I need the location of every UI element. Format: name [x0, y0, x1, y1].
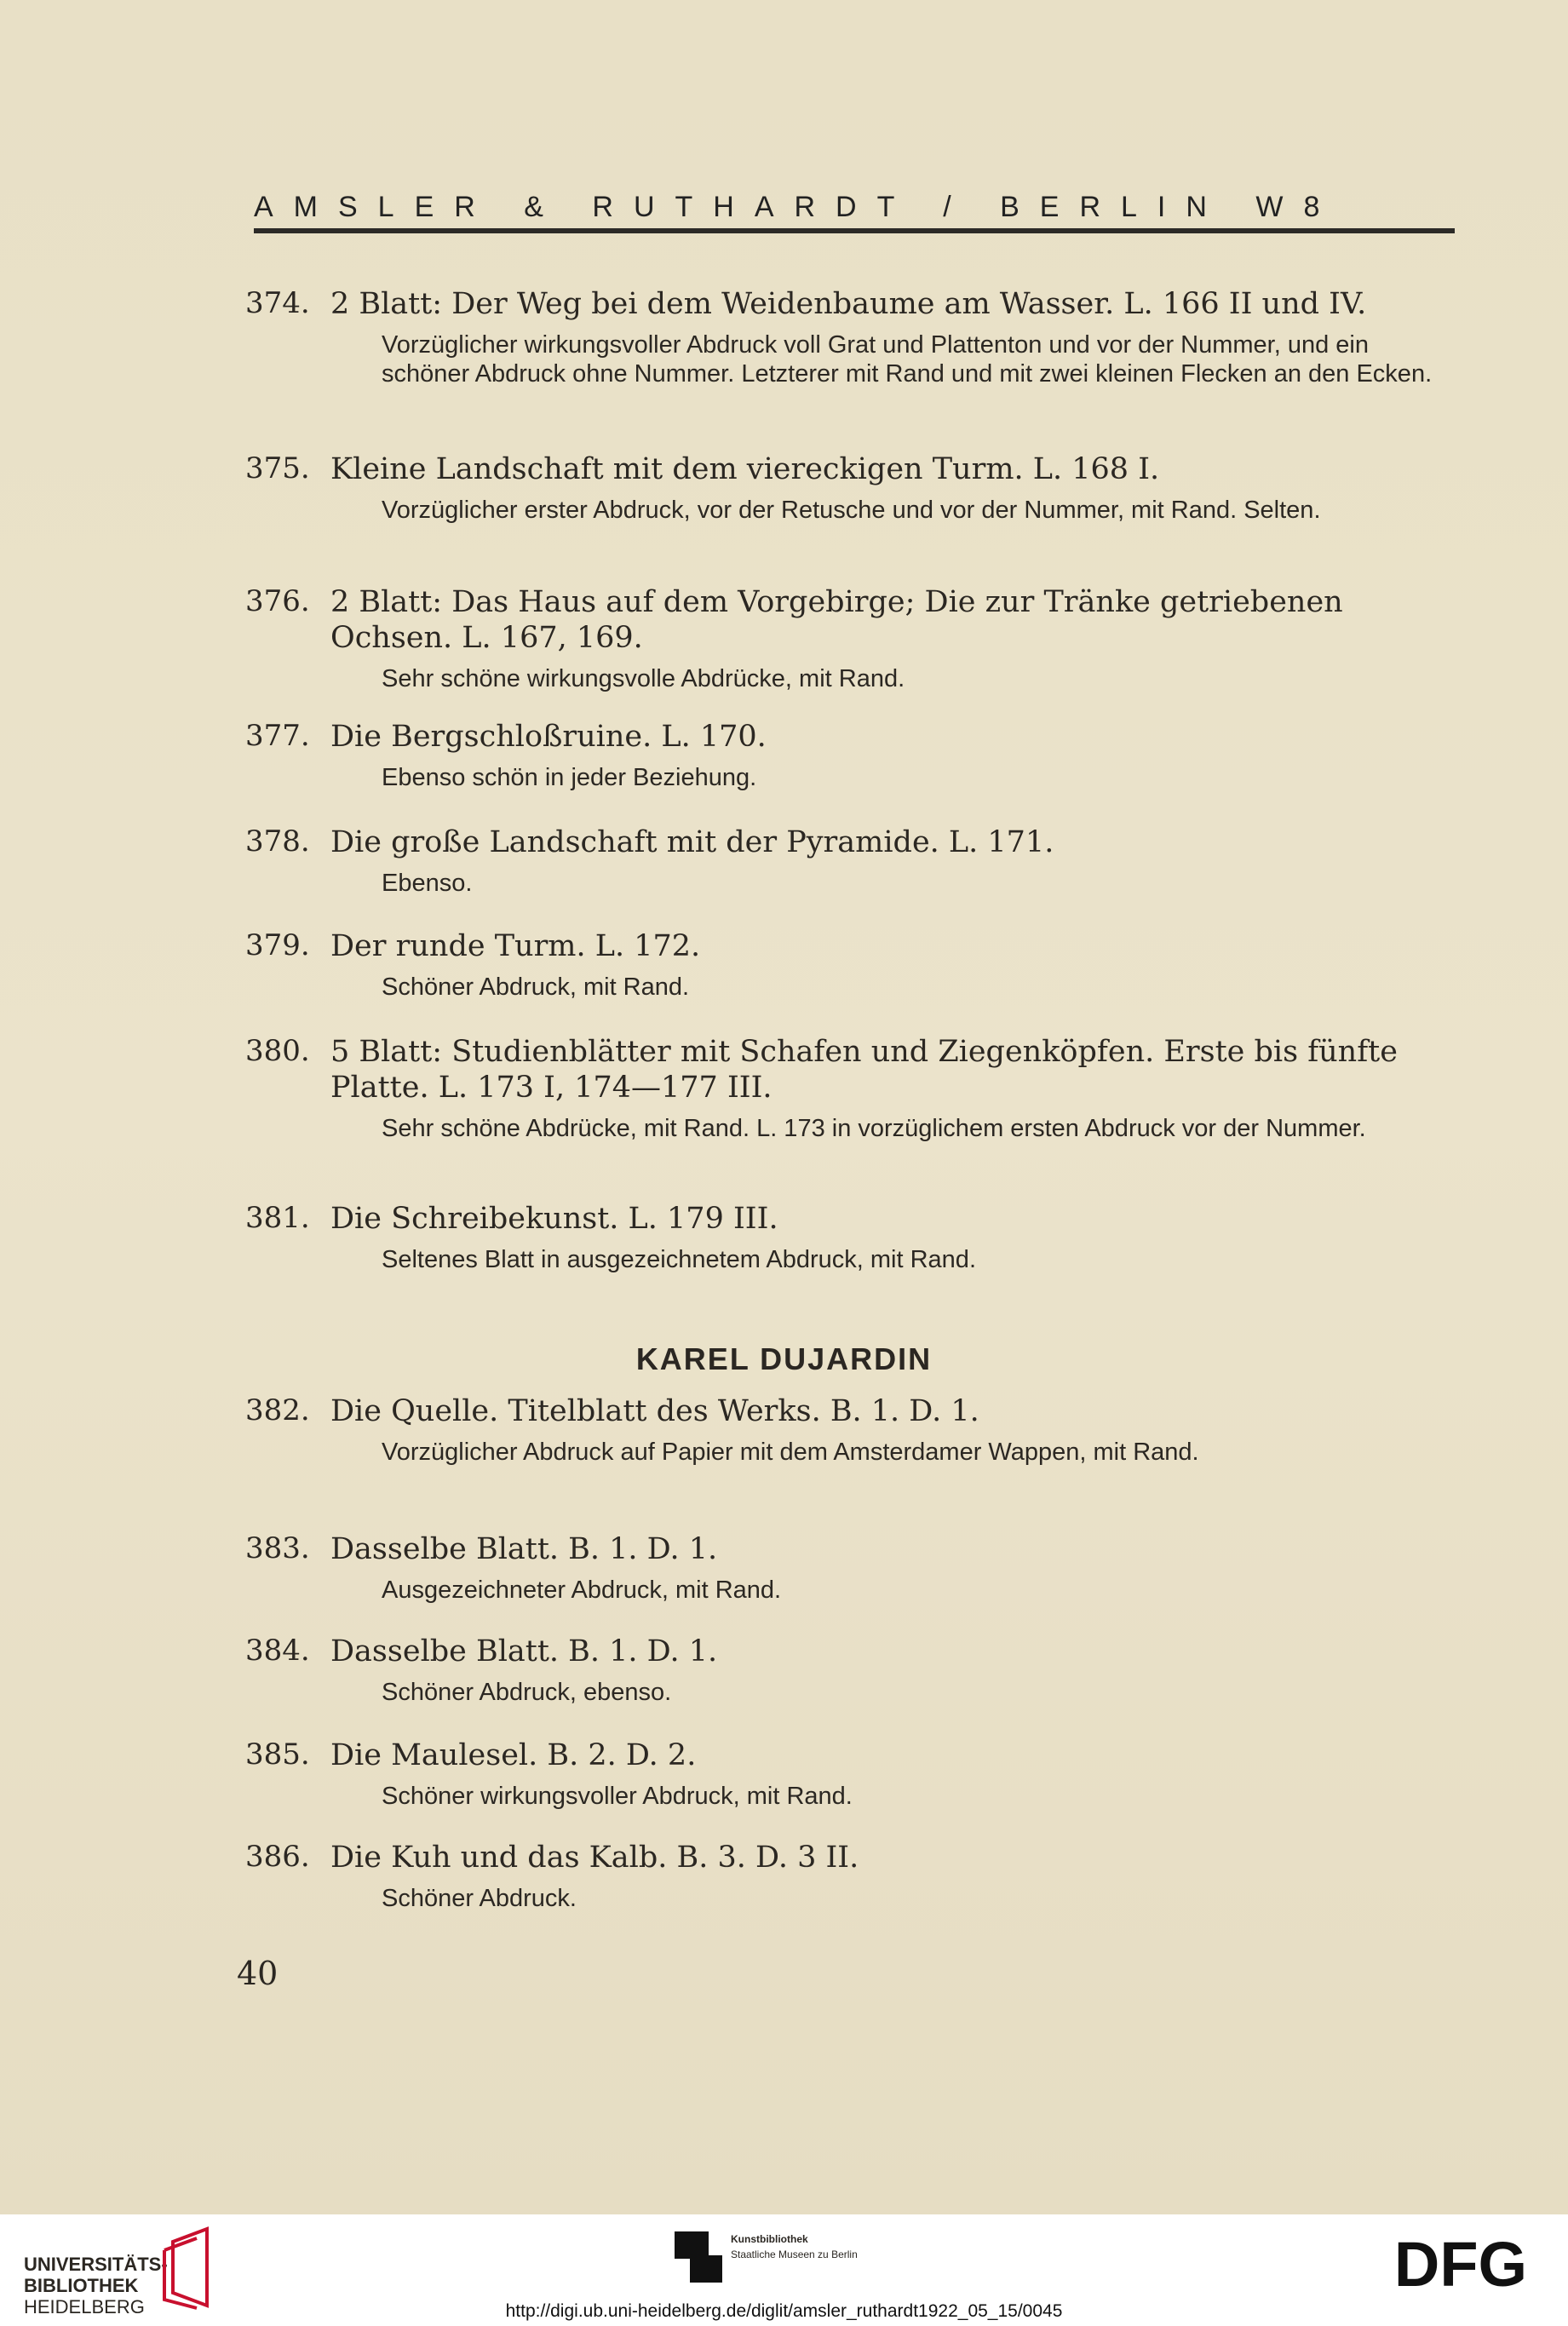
ub-line1: UNIVERSITÄTS-	[24, 2254, 168, 2275]
kb-line1: Kunstbibliothek	[731, 2233, 808, 2245]
entry-title: Dasselbe Blatt. B. 1. D. 1.	[330, 1532, 718, 1566]
entry-number: 383.	[245, 1531, 310, 1565]
entry-number: 381.	[245, 1201, 310, 1235]
entry-description: Sehr schöne Abdrücke, mit Rand. L. 173 in vorzüglichem ersten Abdruck vor der Nummer.	[382, 1115, 1366, 1142]
entry-title: Kleine Landschaft mit dem viereckigen Turm. L. 168 I.	[330, 452, 1160, 486]
kunstbibliothek-logo-icon[interactable]	[673, 2230, 724, 2284]
entry-description: Schöner Abdruck.	[382, 1885, 577, 1912]
entry-title: 2 Blatt: Der Weg bei dem Weidenbaume am Wasser. L. 166 II und IV.	[330, 287, 1367, 321]
entry-title: 5 Blatt: Studienblätter mit Schafen und Ziegenköpfen. Erste bis fünfte Platte. L. 173 I, 174—177 III.	[330, 1035, 1398, 1105]
entry-description: Schöner Abdruck, ebenso.	[382, 1679, 672, 1706]
entry-title: Die Schreibekunst. L. 179 III.	[330, 1202, 778, 1236]
entry-number: 382.	[245, 1393, 310, 1427]
catalog-entry-386	[245, 1840, 1455, 1913]
catalog-entry-374	[245, 286, 1455, 388]
entry-title: 2 Blatt: Das Haus auf dem Vorgebirge; Die zur Tränke getriebenen Ochsen. L. 167, 169.	[330, 585, 1343, 655]
entry-description: Vorzüglicher wirkungsvoller Abdruck voll Grat und Plattenton und vor der Nummer, und ein schöner Abdruck ohne Nummer. Letzterer mit Rand und mit zwei kleinen Flecken an den Ecken.	[382, 331, 1433, 388]
catalog-entry-377	[245, 719, 1455, 792]
section-heading: KAREL DUJARDIN	[635, 1341, 933, 1376]
kb-line2: Staatliche Museen zu Berlin	[731, 2248, 858, 2260]
entry-description: Ausgezeichneter Abdruck, mit Rand.	[382, 1577, 782, 1604]
entry-number: 374.	[245, 286, 310, 320]
entry-title: Die große Landschaft mit der Pyramide. L. 171.	[330, 825, 1054, 859]
entry-description: Seltenes Blatt in ausgezeichnetem Abdruck, mit Rand.	[382, 1246, 976, 1273]
entry-description: Ebenso schön in jeder Beziehung.	[382, 764, 757, 791]
catalog-entry-376	[245, 584, 1455, 693]
permalink-url[interactable]: http://digi.ub.uni-heidelberg.de/diglit/amsler_ruthardt1922_05_15/0045	[505, 2301, 1063, 2321]
running-head: AMSLER & RUTHARDT / BERLIN W8	[254, 191, 1341, 223]
catalog-entry-382	[245, 1393, 1455, 1467]
entry-description: Schöner wirkungsvoller Abdruck, mit Rand.	[382, 1783, 853, 1810]
catalog-entry-378	[245, 824, 1455, 898]
entry-title: Die Kuh und das Kalb. B. 3. D. 3 II.	[330, 1841, 859, 1875]
catalog-entry-375	[245, 451, 1455, 525]
ub-line3: HEIDELBERG	[24, 2296, 145, 2317]
dfg-label: DFG	[1393, 2231, 1528, 2296]
entry-description: Schöner Abdruck, mit Rand.	[382, 973, 690, 1001]
entry-description: Vorzüglicher Abdruck auf Papier mit dem Amsterdamer Wappen, mit Rand.	[382, 1439, 1199, 1466]
entry-number: 385.	[245, 1737, 310, 1772]
catalog-entry-381	[245, 1201, 1455, 1274]
catalog-entry-380	[245, 1034, 1455, 1143]
page-number: 40	[237, 1955, 279, 1992]
ub-heidelberg-logo-icon[interactable]	[156, 2225, 224, 2310]
entry-number: 377.	[245, 719, 310, 753]
dfg-logo[interactable]	[1377, 2231, 1544, 2296]
entry-number: 386.	[245, 1840, 310, 1874]
entry-title: Der runde Turm. L. 172.	[330, 929, 701, 963]
catalog-entry-379	[245, 928, 1455, 1002]
entry-description: Ebenso.	[382, 870, 473, 897]
entry-number: 380.	[245, 1034, 310, 1068]
catalog-entry-385	[245, 1737, 1455, 1811]
entry-number: 378.	[245, 824, 310, 859]
entry-number: 376.	[245, 584, 310, 618]
catalog-entry-384	[245, 1634, 1455, 1707]
catalog-entry-383	[245, 1531, 1455, 1605]
entry-number: 375.	[245, 451, 310, 485]
entry-title: Die Bergschloßruine. L. 170.	[330, 720, 767, 754]
entry-number: 379.	[245, 928, 310, 962]
entry-description: Sehr schöne wirkungsvolle Abdrücke, mit Rand.	[382, 665, 905, 692]
entry-title: Die Quelle. Titelblatt des Werks. B. 1. D. 1.	[330, 1394, 979, 1428]
kunstbibliothek-label	[731, 2231, 858, 2262]
header-rule	[254, 228, 1455, 233]
entry-title: Die Maulesel. B. 2. D. 2.	[330, 1738, 697, 1772]
entry-number: 384.	[245, 1634, 310, 1668]
ub-line2: BIBLIOTHEK	[24, 2275, 139, 2296]
entry-description: Vorzüglicher erster Abdruck, vor der Retusche und vor der Nummer, mit Rand. Selten.	[382, 497, 1321, 524]
entry-title: Dasselbe Blatt. B. 1. D. 1.	[330, 1634, 718, 1668]
